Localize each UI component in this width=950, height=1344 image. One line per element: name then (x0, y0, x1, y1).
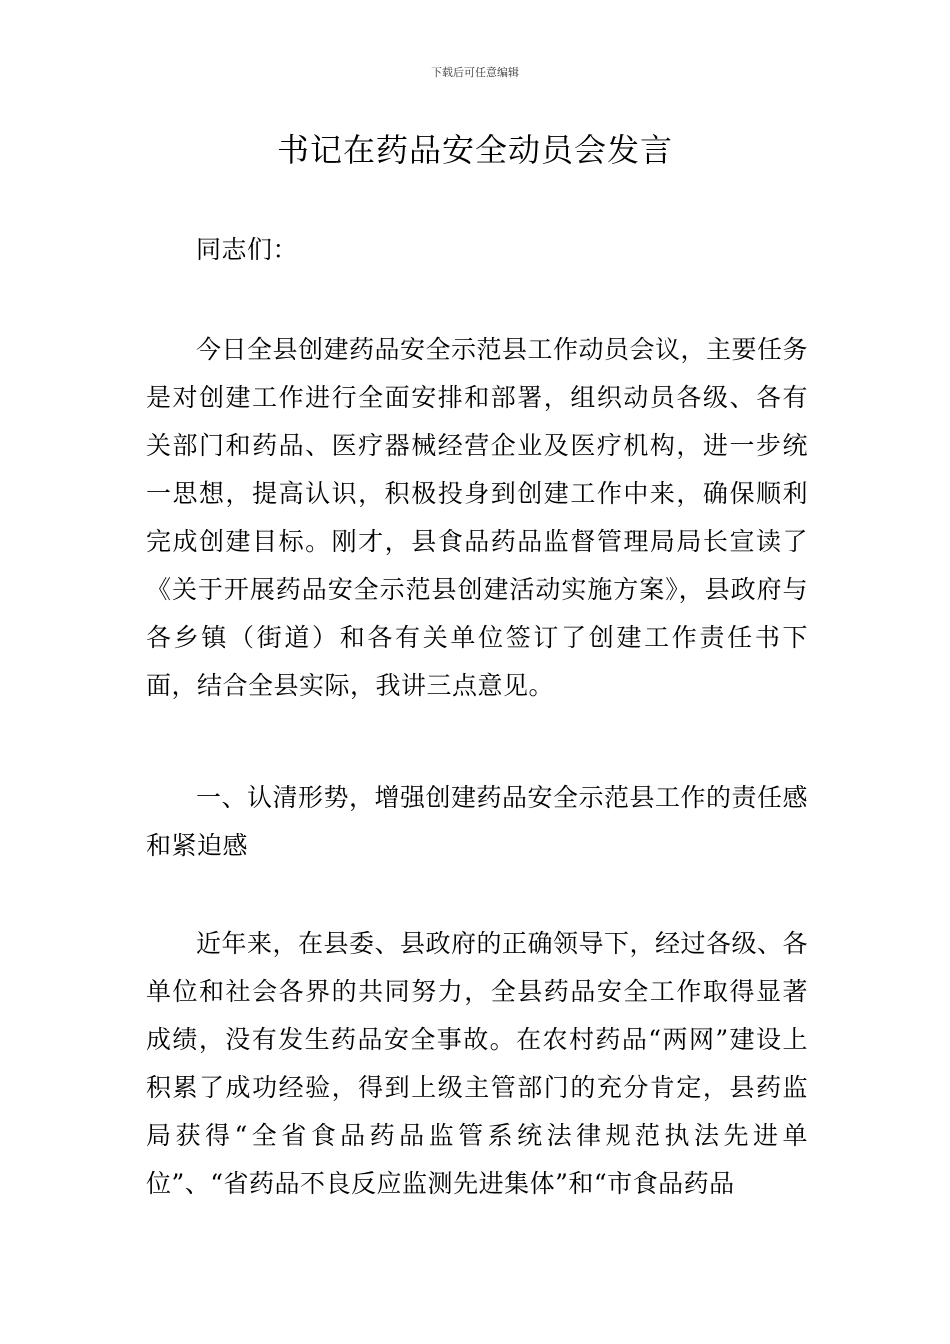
section-heading-1: 一、认清形势，增强创建药品安全示范县工作的责任感和紧迫感 (146, 783, 809, 860)
salutation: 同志们： (196, 235, 299, 264)
paragraph-intro: 今日全县创建药品安全示范县工作动员会议，主要任务是对创建工作进行全面安排和部署，组织动员各级、各有关部门和药品、医疗器械经营企业及医疗机构，进一步统一思想，提高认识，积极投身到创建工作中来，确保顺利完成创建目标。刚才，县食品药品监督管理局局长宣读了《关于开展药品安全示范县创建活动实施方案》，县政府与各乡镇（街道）和各有关单位签订了创建工作责任书下面，结合全县实际，我讲三点意见。 (146, 335, 809, 700)
paragraph-achievements: 近年来，在县委、县政府的正确领导下，经过各级、各单位和社会各界的共同努力，全县药品安全工作取得显著成绩，没有发生药品安全事故。在农村药品“两网”建设上积累了成功经验，得到上级主管部门的充分肯定，县药监局获得“全省食品药品监管系统法律规范执法先进单位”、“省药品不良反应监测先进集体”和“市食品药品 (146, 929, 809, 1198)
document-title: 书记在药品安全动员会发言 (276, 131, 673, 169)
header-note: 下载后可任意编辑 (431, 66, 519, 79)
